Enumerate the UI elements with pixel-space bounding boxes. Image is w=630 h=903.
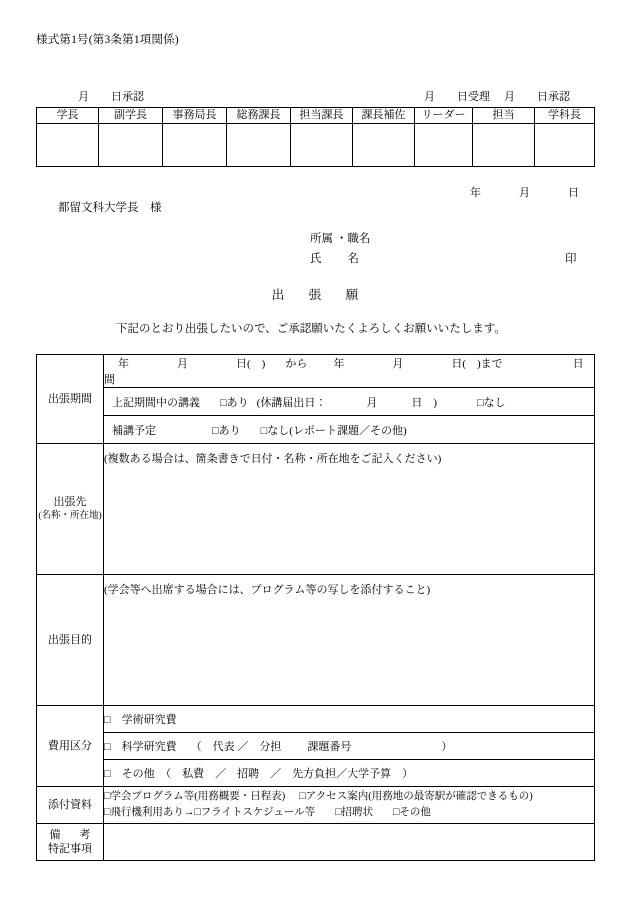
attachment-checkbox-program[interactable]: □学会プログラム等(用務概要・日程表): [104, 791, 286, 802]
lecture-during-period[interactable]: [104, 388, 595, 416]
applicant-affiliation-label: 所属 ・職名: [310, 233, 371, 245]
approval-col-fukugakucho: 副学長: [99, 108, 163, 124]
approval-col-gakucho: 学長: [37, 108, 99, 124]
applicant-name-row[interactable]: [310, 249, 577, 269]
makeup-lecture-plan[interactable]: [104, 416, 595, 444]
approval-right-month: 月: [424, 91, 435, 103]
approval-stamp-table: [36, 107, 595, 167]
period-connector: から: [285, 358, 308, 370]
approval-col-jimukyokucho: 事務局長: [163, 108, 227, 124]
cost-option-kakenhi[interactable]: [104, 733, 595, 760]
row-destination: [37, 444, 595, 575]
stamp-cell-leader[interactable]: [415, 124, 473, 167]
attachment-checkbox-invitation[interactable]: □招聘状: [335, 807, 373, 818]
row-attachments: [37, 787, 595, 824]
form-number: 様式第1号(第3条第1項関係): [36, 34, 179, 46]
row-cost-other: [37, 760, 595, 787]
applicant-block: [310, 229, 577, 269]
stamp-cell-somukacho[interactable]: [227, 124, 291, 167]
intro-sentence: 下記のとおり出張したいので、ご承認願いたくよろしくお願いいたします。: [116, 323, 506, 335]
row-cost-kakenhi: [37, 733, 595, 760]
applicant-name-label-second: 名: [347, 253, 359, 265]
stamp-cell-fukugakucho[interactable]: [99, 124, 163, 167]
applicant-name-label-first: 氏: [310, 253, 322, 265]
stamp-cell-gakkacho[interactable]: [535, 124, 595, 167]
lecture-cancel-month: 月: [366, 396, 378, 409]
cost-option-other[interactable]: [104, 760, 595, 787]
attachment-line-1: [104, 789, 594, 805]
lecture-cancel-day: 日 ): [411, 396, 437, 409]
stamp-cell-kachohosa[interactable]: [353, 124, 415, 167]
label-purpose: 出張目的: [37, 575, 104, 706]
approval-col-somukacho: 総務課長: [227, 108, 291, 124]
approval-right-day-receive: 日受理: [457, 91, 490, 103]
stamp-cell-gakucho[interactable]: [37, 124, 99, 167]
period-from-year: 年: [118, 358, 129, 370]
label-attachments: 添付資料: [37, 787, 104, 824]
stamp-cell-tanto[interactable]: [473, 124, 535, 167]
approval-col-leader: リーダー: [415, 108, 473, 124]
period-from-month: 月: [177, 358, 188, 370]
purpose-note: (学会等へ出席する場合には、プログラム等の写しを添付すること): [104, 584, 431, 596]
stamp-cell-jimukyokucho[interactable]: [163, 124, 227, 167]
page-title: 出 張 願: [271, 288, 365, 302]
period-to-month: 月: [392, 358, 404, 370]
label-destination-sub: (名称・所在地): [38, 511, 102, 521]
approval-left-month: 月: [78, 91, 89, 103]
makeup-checkbox-no[interactable]: □なし(レポート課題／その他): [260, 424, 407, 437]
attachments-options[interactable]: [104, 787, 595, 824]
approval-right-day-approve-2: 日承認: [537, 91, 570, 103]
approval-date-caption-right: [424, 88, 570, 104]
row-cost-academic: [37, 706, 595, 733]
label-trip-period: 出張期間: [37, 355, 104, 444]
approval-header-row: [37, 108, 595, 124]
label-cost-category: 費用区分: [37, 706, 104, 787]
notes-input-area[interactable]: [104, 824, 595, 861]
lecture-checkbox-no[interactable]: □なし: [477, 396, 506, 409]
lecture-checkbox-yes[interactable]: □あり: [220, 396, 249, 409]
attachment-checkbox-other[interactable]: □その他: [392, 807, 431, 818]
purpose-input-area[interactable]: [104, 575, 595, 706]
approval-date-caption-left: [78, 88, 144, 104]
row-purpose: [37, 575, 595, 706]
row-period-lecture: [37, 388, 595, 416]
trip-application-table: [36, 354, 595, 861]
addressee: 都留文科大学長 様: [58, 202, 162, 214]
approval-col-tantokacho: 担当課長: [291, 108, 353, 124]
approval-col-kachohosa: 課長補佐: [353, 108, 415, 124]
row-notes: [37, 824, 595, 861]
seal-label: 印: [565, 253, 577, 265]
approval-stamp-row: [37, 124, 595, 167]
makeup-label: 補講予定: [112, 424, 156, 437]
makeup-checkbox-yes[interactable]: □あり: [212, 424, 241, 437]
label-notes-sub: 特記事項: [48, 843, 92, 855]
cost-checkbox-other[interactable]: □ その他 （ 私費 ／ 招聘 ／ 先方負担／大学予算 ）: [104, 768, 414, 780]
date-day-label: 日: [568, 187, 579, 199]
attachment-checkbox-flight[interactable]: □飛行機利用あり→□フライトスケジュール等: [104, 807, 316, 818]
stamp-cell-tantokacho[interactable]: [291, 124, 353, 167]
lecture-cancel-note-open: (休講届出日：: [256, 396, 327, 409]
date-month-label: 月: [519, 187, 530, 199]
label-notes-main: 備 考: [49, 829, 95, 841]
cost-checkbox-kakenhi[interactable]: □ 科学研究費: [104, 741, 177, 753]
approval-col-gakkacho: 学科長: [535, 108, 595, 124]
label-destination-main: 出張先: [53, 496, 87, 508]
row-period-makeup: [37, 416, 595, 444]
approval-left-day-approve: 日承認: [111, 91, 144, 103]
attachment-line-2: [104, 805, 594, 821]
trip-period-date-range[interactable]: [104, 355, 595, 388]
kakenhi-role-close: ）: [441, 741, 453, 753]
cost-checkbox-academic[interactable]: □ 学術研究費: [104, 714, 177, 726]
kakenhi-project-number-label: 課題番号: [307, 741, 352, 753]
period-from-day: 日( ): [236, 358, 266, 370]
cost-option-academic[interactable]: [104, 706, 595, 733]
applicant-affiliation-row[interactable]: [310, 229, 370, 249]
destination-note: (複数ある場合は、箇条書きで日付・名称・所在地をご記入ください): [104, 453, 442, 465]
lecture-label: 上記期間中の講義: [112, 396, 200, 409]
submission-date[interactable]: [470, 184, 579, 200]
period-days-unit: 日間: [104, 358, 584, 386]
period-to-year: 年: [333, 358, 345, 370]
period-to-day: 日( )まで: [451, 358, 503, 370]
destination-input-area[interactable]: [104, 444, 595, 575]
date-year-label: 年: [470, 187, 481, 199]
label-notes: [37, 824, 104, 861]
approval-col-tanto: 担当: [473, 108, 535, 124]
attachment-checkbox-access[interactable]: □アクセス案内(用務地の最寄駅が確認できるもの): [299, 791, 533, 802]
row-period-dates: [37, 355, 595, 388]
approval-right-month-2: 月: [504, 91, 515, 103]
kakenhi-role-open: （ 代表 ／ 分担: [190, 741, 282, 753]
label-destination: [37, 444, 104, 575]
